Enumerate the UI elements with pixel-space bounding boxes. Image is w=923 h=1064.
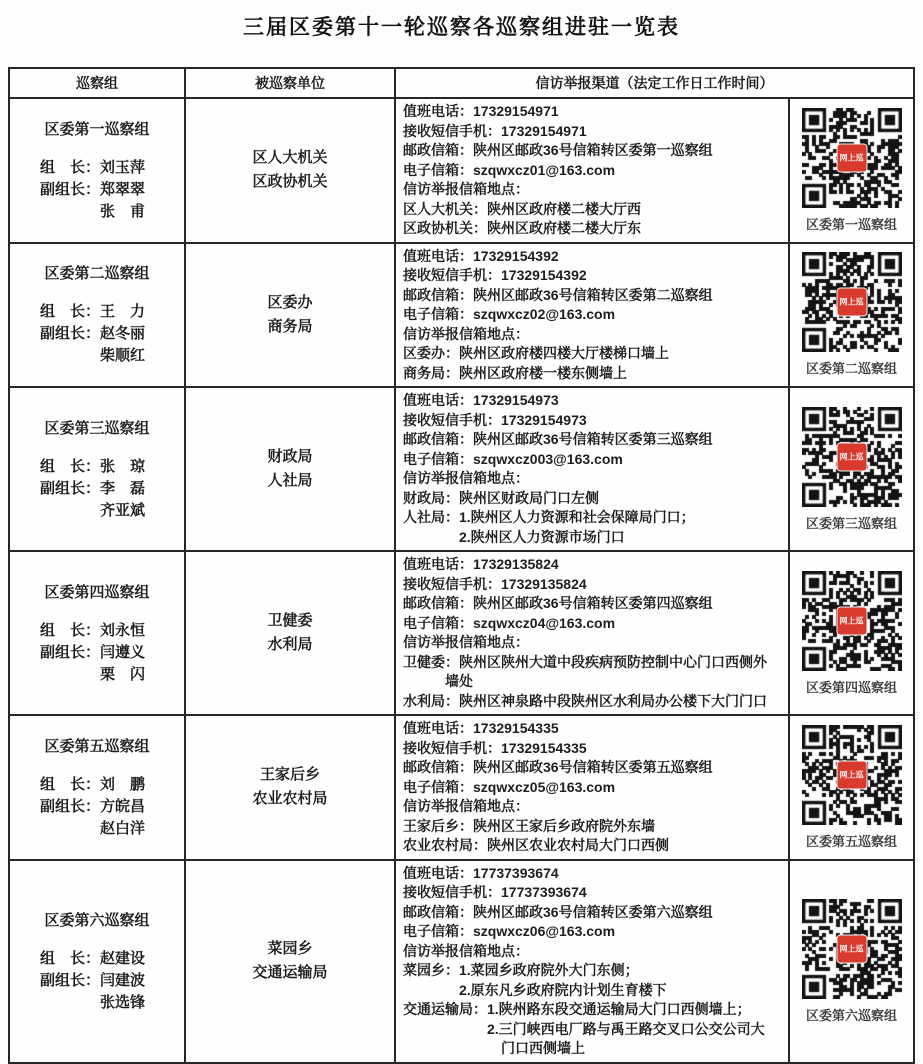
units-cell	[185, 387, 395, 551]
leader-line: 组 长：张 琼	[40, 457, 146, 475]
qr-caption: 区委第六巡察组	[805, 1007, 897, 1023]
channel-line: 邮政信箱：陕州区邮政36号信箱转区委第六巡察组	[403, 903, 713, 920]
group-cell-inner	[10, 581, 184, 686]
leader-line: 副组长：李 磊	[40, 479, 146, 497]
leader-line: 张选锋	[40, 993, 146, 1011]
channel-line: 电子信箱：szqwxcz06@163.com	[403, 923, 616, 939]
group-cell-inner	[10, 417, 184, 522]
channel-line: 邮政信箱：陕州区邮政36号信箱转区委第五巡察组	[403, 759, 713, 775]
leader-line: 副组长：闫遵义	[40, 643, 146, 661]
channel-line: 墙处	[403, 673, 473, 689]
channel-lines	[396, 552, 788, 714]
leader-line: 副组长：方皖昌	[40, 797, 146, 815]
unit-name: 菜园乡	[267, 940, 313, 957]
channel-line: 菜园乡：1.菜园乡政府院外大门东侧；	[403, 962, 639, 978]
channel-line: 值班电话：17329154971	[403, 103, 559, 119]
channel-line: 电子信箱：szqwxcz01@163.com	[403, 161, 616, 178]
channel-line: 卫健委：陕州区陕州大道中段疾病预防控制中心门口西侧外	[403, 653, 767, 670]
leader-line: 组 长：刘玉萍	[40, 158, 146, 176]
unit-name: 农业农村局	[252, 790, 328, 808]
header-row	[9, 68, 914, 98]
page-title: 三届区委第十一轮巡察各巡察组进驻一览表	[243, 16, 680, 39]
channel-lines	[396, 244, 788, 387]
qr-badge: 网上巡	[837, 761, 866, 788]
table-row	[9, 860, 914, 1063]
channel-line: 交通运输局：1.陕州路东段交通运输局大门口西侧墙上；	[403, 1001, 751, 1017]
unit-name: 区人大机关	[252, 149, 328, 167]
leader-line: 组 长：刘永恒	[40, 621, 146, 639]
group-cell-inner	[10, 735, 184, 840]
leader-line: 柴顺红	[40, 347, 146, 365]
qr-code	[802, 407, 902, 507]
unit-name: 水利局	[267, 636, 313, 653]
qr-code	[802, 571, 902, 671]
leader-line: 组 长：赵建设	[40, 949, 146, 967]
table-row	[9, 551, 914, 715]
inspection-table	[8, 67, 915, 1064]
leader-lines	[40, 456, 184, 522]
channel-line: 区委办：陕州区政府楼四楼大厅楼梯口墙上	[403, 345, 669, 361]
leader-lines	[40, 948, 184, 1014]
channel-line: 农业农村局：陕州区农业农村局大门口西侧	[403, 837, 669, 853]
group-cell	[9, 243, 185, 388]
qr-caption: 区委第三巡察组	[805, 515, 897, 531]
channel-line: 电子信箱：szqwxcz003@163.com	[403, 450, 623, 467]
qr-code	[802, 108, 902, 208]
group-name: 区委第六巡察组	[44, 911, 150, 929]
leader-line: 副组长：赵冬丽	[40, 325, 146, 343]
leader-line: 赵白洋	[40, 819, 146, 837]
channel-line: 区人大机关：陕州区政府楼二楼大厅西	[403, 200, 641, 217]
channel-line: 信访举报信箱地点：	[403, 942, 529, 959]
group-cell-inner	[10, 909, 184, 1014]
leader-lines	[40, 774, 184, 840]
unit-name: 交通运输局	[252, 964, 328, 981]
qr-cell	[789, 243, 914, 388]
units-cell	[185, 98, 395, 243]
channel-line: 接收短信手机：17329154971	[403, 122, 587, 139]
channel-line: 接收短信手机：17329154973	[403, 411, 587, 428]
channel-lines	[396, 388, 788, 550]
channel-line: 水利局：陕州区神泉路中段陕州区水利局办公楼下大门门口	[403, 692, 767, 709]
group-name: 区委第四巡察组	[44, 583, 150, 601]
table-row	[9, 715, 914, 860]
channel-lines	[396, 99, 788, 242]
qr-code	[802, 899, 902, 999]
qr-cell	[789, 387, 914, 551]
leader-line: 张 甫	[40, 202, 146, 220]
leader-lines	[40, 301, 184, 367]
qr-cell	[789, 715, 914, 860]
channel-lines	[396, 716, 788, 859]
qr-cell	[789, 551, 914, 715]
group-cell-inner	[10, 118, 184, 223]
channels-cell	[395, 860, 789, 1063]
qr-code	[802, 252, 902, 352]
channel-line: 邮政信箱：陕州区邮政36号信箱转区委第三巡察组	[403, 431, 713, 447]
channel-line: 接收短信手机：17737393674	[403, 884, 587, 900]
channel-line: 值班电话：17329154973	[403, 392, 559, 408]
unit-name: 财政局	[267, 448, 313, 465]
channel-line: 值班电话：17329154335	[403, 720, 559, 736]
unit-name: 区委办	[267, 293, 313, 311]
channel-line: 商务局：陕州区政府楼一楼东侧墙上	[403, 364, 627, 381]
channel-line: 信访举报信箱地点：	[403, 181, 529, 197]
channels-cell	[395, 98, 789, 243]
channel-line: 电子信箱：szqwxcz05@163.com	[403, 778, 616, 795]
unit-name: 人社局	[267, 472, 313, 489]
unit-name: 卫健委	[267, 612, 313, 629]
group-cell	[9, 715, 185, 860]
group-name: 区委第三巡察组	[44, 419, 150, 437]
leader-lines	[40, 620, 184, 686]
qr-cell	[789, 860, 914, 1063]
group-name: 区委第一巡察组	[44, 120, 150, 138]
qr-badge: 网上巡	[837, 935, 866, 962]
channel-line: 2.三门峡西电厂路与禹王路交叉口公交公司大	[403, 1020, 765, 1037]
header-inspection-group: 巡察组	[9, 68, 185, 98]
channel-line: 邮政信箱：陕州区邮政36号信箱转区委第一巡察组	[403, 142, 713, 158]
group-cell	[9, 387, 185, 551]
channel-line: 电子信箱：szqwxcz04@163.com	[403, 614, 616, 631]
channels-cell	[395, 387, 789, 551]
channel-line: 信访举报信箱地点：	[403, 470, 529, 486]
unit-name: 王家后乡	[259, 766, 320, 784]
channel-line: 值班电话：17329154392	[403, 247, 559, 264]
channel-line: 接收短信手机：17329135824	[403, 575, 587, 592]
leader-lines	[40, 157, 184, 223]
channel-line: 信访举报信箱地点：	[403, 325, 529, 342]
qr-caption: 区委第五巡察组	[805, 833, 897, 849]
channel-line: 邮政信箱：陕州区邮政36号信箱转区委第二巡察组	[403, 286, 713, 303]
units-cell	[185, 860, 395, 1063]
leader-line: 栗 闪	[40, 665, 146, 683]
group-cell-inner	[10, 262, 184, 367]
channel-lines	[396, 861, 788, 1062]
header-report-channels: 信访举报渠道（法定工作日工作时间）	[395, 68, 914, 98]
channel-line: 值班电话：17737393674	[403, 864, 559, 881]
unit-name: 商务局	[267, 317, 313, 335]
channel-line: 电子信箱：szqwxcz02@163.com	[403, 306, 616, 322]
channel-line: 人社局：1.陕州区人力资源和社会保障局门口；	[403, 509, 695, 525]
unit-name: 区政协机关	[252, 173, 328, 191]
leader-line: 齐亚斌	[40, 501, 146, 519]
qr-badge: 网上巡	[837, 607, 866, 634]
table-row	[9, 387, 914, 551]
qr-badge: 网上巡	[837, 443, 866, 470]
qr-code	[802, 725, 902, 825]
qr-caption: 区委第一巡察组	[805, 216, 897, 232]
channels-cell	[395, 551, 789, 715]
units-cell	[185, 551, 395, 715]
channel-line: 接收短信手机：17329154335	[403, 739, 587, 756]
channel-line: 信访举报信箱地点：	[403, 798, 529, 814]
leader-line: 组 长：刘 鹏	[40, 775, 146, 793]
channel-line: 信访举报信箱地点：	[403, 634, 529, 650]
channel-line: 区政协机关：陕州区政府楼二楼大厅东	[403, 220, 641, 236]
leader-line: 组 长：王 力	[40, 303, 146, 321]
group-cell	[9, 860, 185, 1063]
qr-caption: 区委第四巡察组	[805, 679, 897, 695]
channel-line: 邮政信箱：陕州区邮政36号信箱转区委第四巡察组	[403, 595, 713, 611]
leader-line: 副组长：郑翠翠	[40, 180, 146, 198]
table-row	[9, 243, 914, 388]
group-name: 区委第二巡察组	[44, 265, 150, 283]
units-cell	[185, 715, 395, 860]
channel-line: 值班电话：17329135824	[403, 556, 559, 572]
group-cell	[9, 551, 185, 715]
header-inspected-units: 被巡察单位	[185, 68, 395, 98]
channel-line: 2.原东凡乡政府院内计划生育楼下	[403, 981, 667, 998]
channels-cell	[395, 715, 789, 860]
leader-line: 副组长：闫建波	[40, 971, 146, 989]
group-cell	[9, 98, 185, 243]
units-cell	[185, 243, 395, 388]
channel-line: 2.陕州区人力资源市场门口	[403, 528, 625, 545]
qr-caption: 区委第二巡察组	[805, 361, 897, 377]
channel-line: 王家后乡：陕州区王家后乡政府院外东墙	[403, 817, 655, 834]
channel-line: 财政局：陕州区财政局门口左侧	[403, 489, 599, 506]
channel-line: 接收短信手机：17329154392	[403, 267, 587, 283]
table-row	[9, 98, 914, 243]
qr-badge: 网上巡	[837, 144, 866, 171]
channels-cell	[395, 243, 789, 388]
channel-line: 门口西侧墙上	[403, 1040, 585, 1056]
qr-badge: 网上巡	[837, 289, 866, 316]
qr-cell	[789, 98, 914, 243]
group-name: 区委第五巡察组	[44, 737, 150, 755]
